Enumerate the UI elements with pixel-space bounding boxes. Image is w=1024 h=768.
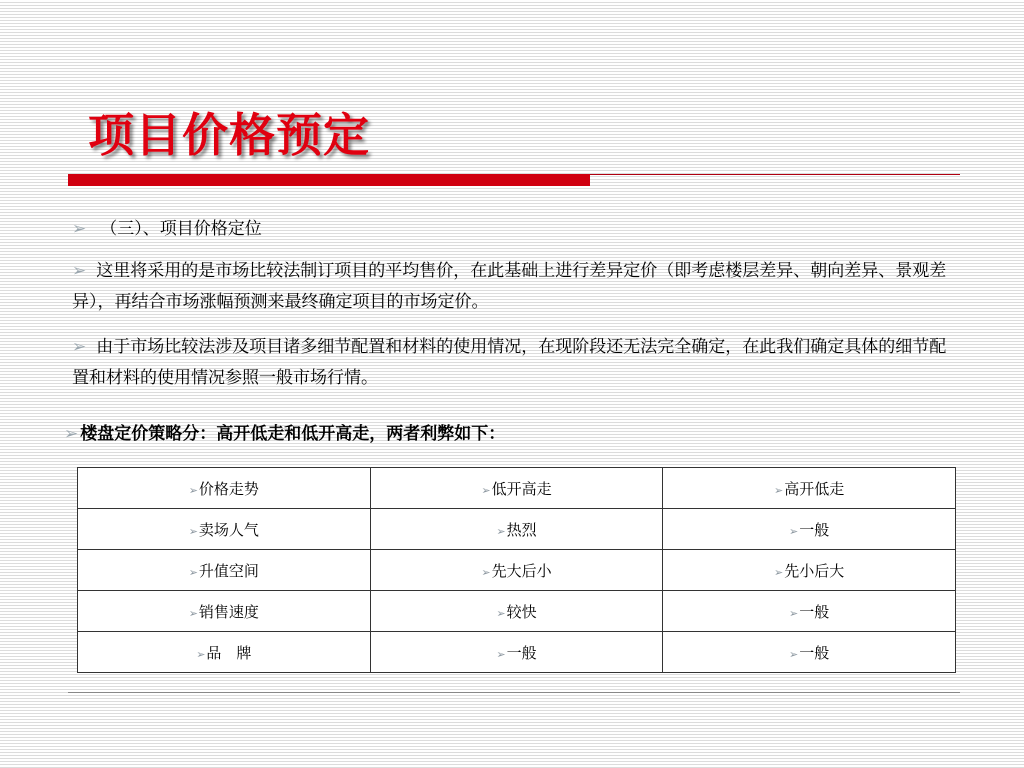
- arrow-bullet-icon: ➢: [72, 219, 87, 239]
- table-cell: [663, 468, 956, 509]
- cell-text: 热烈: [506, 520, 537, 539]
- table-cell: [78, 468, 371, 509]
- table-cell: [370, 550, 663, 591]
- arrow-bullet-icon: ➢: [188, 483, 198, 497]
- arrow-bullet-icon: ➢: [64, 424, 79, 444]
- pricing-strategy-table: [77, 467, 956, 673]
- title-divider-line: [590, 174, 960, 175]
- paragraph-pricing-method: [72, 256, 960, 318]
- table-cell: [78, 509, 371, 550]
- arrow-bullet-icon: ➢: [774, 483, 784, 497]
- strategy-line: [64, 420, 505, 448]
- table-cell: [78, 550, 371, 591]
- table-row: [78, 509, 956, 550]
- table-cell: [370, 468, 663, 509]
- arrow-bullet-icon: ➢: [481, 565, 491, 579]
- table-cell: [663, 591, 956, 632]
- table-cell: [663, 550, 956, 591]
- table-cell: [370, 509, 663, 550]
- strategy-line-text: 楼盘定价策略分：高开低走和低开高走，两者利弊如下：: [80, 424, 506, 444]
- arrow-bullet-icon: ➢: [481, 483, 491, 497]
- cell-text: 价格走势: [198, 479, 259, 498]
- cell-text: 先小后大: [784, 561, 845, 580]
- arrow-bullet-icon: ➢: [72, 261, 87, 281]
- table-row: [78, 632, 956, 673]
- cell-text: 先大后小: [491, 561, 552, 580]
- section-heading: [72, 214, 960, 245]
- cell-text: 高开低走: [784, 479, 845, 498]
- arrow-bullet-icon: ➢: [496, 606, 506, 620]
- table-cell: [370, 591, 663, 632]
- arrow-bullet-icon: ➢: [496, 647, 506, 661]
- paragraph-pricing-method-text: 这里将采用的是市场比较法制订项目的平均售价，在此基础上进行差异定价（即考虑楼层差异、朝向差异、景观差异），再结合市场涨幅预测来最终确定项目的市场定价。: [72, 261, 947, 312]
- section-heading-text: （三）、项目价格定位: [100, 219, 262, 239]
- table-row: [78, 591, 956, 632]
- cell-text: 低开高走: [491, 479, 552, 498]
- cell-text: 一般: [506, 643, 537, 662]
- arrow-bullet-icon: ➢: [496, 524, 506, 538]
- arrow-bullet-icon: ➢: [789, 524, 799, 538]
- table-cell: [78, 632, 371, 673]
- arrow-bullet-icon: ➢: [72, 337, 87, 357]
- arrow-bullet-icon: ➢: [789, 606, 799, 620]
- table-cell: [370, 632, 663, 673]
- arrow-bullet-icon: ➢: [789, 647, 799, 661]
- arrow-bullet-icon: ➢: [188, 524, 198, 538]
- cell-text: 升值空间: [198, 561, 259, 580]
- table-cell: [663, 509, 956, 550]
- table-row: [78, 468, 956, 509]
- arrow-bullet-icon: ➢: [188, 565, 198, 579]
- arrow-bullet-icon: ➢: [774, 565, 784, 579]
- paragraph-market-reference-text: 由于市场比较法涉及项目诸多细节配置和材料的使用情况，在现阶段还无法完全确定，在此我们确定具体的细节配置和材料的使用情况参照一般市场行情。: [72, 337, 947, 388]
- table-cell: [78, 591, 371, 632]
- title-accent-bar: [68, 174, 590, 186]
- table-cell: [663, 632, 956, 673]
- cell-text: 品 牌: [206, 643, 252, 662]
- slide-title: 项目价格预定: [88, 108, 370, 162]
- cell-text: 卖场人气: [198, 520, 259, 539]
- arrow-bullet-icon: ➢: [196, 647, 206, 661]
- footer-divider-line: [68, 692, 960, 693]
- cell-text: 一般: [799, 602, 830, 621]
- paragraph-market-reference: [72, 332, 960, 394]
- table-row: [78, 550, 956, 591]
- arrow-bullet-icon: ➢: [188, 606, 198, 620]
- cell-text: 销售速度: [198, 602, 259, 621]
- cell-text: 较快: [506, 602, 537, 621]
- cell-text: 一般: [799, 520, 830, 539]
- cell-text: 一般: [799, 643, 830, 662]
